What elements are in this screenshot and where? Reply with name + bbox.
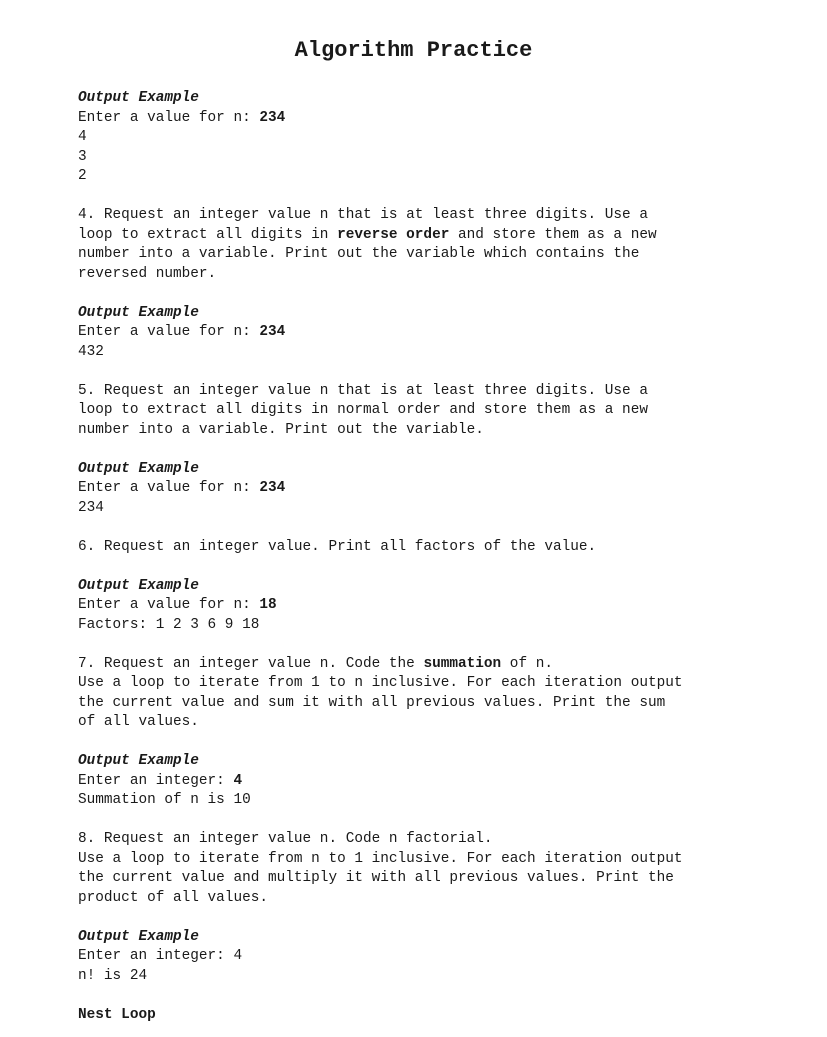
text-run: and store them as a new <box>449 226 657 243</box>
example-input-line: Enter an integer: 4 <box>78 948 243 964</box>
example-output-line: 4 <box>78 129 87 145</box>
example-output-line: 432 <box>78 343 104 360</box>
question-5 <box>78 382 798 441</box>
output-example-heading: Output Example <box>78 90 199 106</box>
example-prompt: Enter a value for n: <box>78 109 260 126</box>
example-output-line: 234 <box>78 499 104 516</box>
text-run: loop to extract all digits in <box>78 226 338 243</box>
example-user-input: 234 <box>259 480 286 496</box>
example-block-7 <box>78 752 798 811</box>
example-prompt: Enter a value for n: <box>78 597 260 613</box>
example-user-input: 4 <box>233 772 243 789</box>
question-text: product of all values. <box>78 889 268 906</box>
example-input-line <box>78 109 798 129</box>
output-example-heading: Output Example <box>78 753 199 769</box>
example-input-line <box>78 772 798 792</box>
question-4 <box>78 206 798 284</box>
question-text: 8. Request an integer value n. Code n factorial. <box>78 831 493 847</box>
question-text <box>78 655 798 675</box>
question-text: number into a variable. Print out the variable which contains the <box>78 246 640 262</box>
page-title: Algorithm Practice <box>294 38 533 63</box>
example-input-line <box>78 596 798 616</box>
output-example-heading: Output Example <box>78 460 199 477</box>
section-heading-nest-loop: Nest Loop <box>78 1006 156 1023</box>
question-text: 4. Request an integer value n that is at least three digits. Use a <box>78 207 648 223</box>
question-7 <box>78 655 798 733</box>
example-prompt: Enter a value for n: <box>78 480 260 496</box>
question-text: number into a variable. Print out the variable. <box>78 421 484 438</box>
example-output-line: 2 <box>78 168 87 184</box>
question-6 <box>78 538 798 558</box>
question-text: the current value and multiply it with all previous values. Print the <box>78 870 674 886</box>
question-text: 5. Request an integer value n that is at least three digits. Use a <box>78 382 648 399</box>
example-output-line: Factors: 1 2 3 6 9 18 <box>78 616 260 633</box>
emphasis-text: reverse order <box>337 226 450 243</box>
text-run: of n. <box>501 655 553 672</box>
example-user-input: 18 <box>259 597 277 613</box>
question-text <box>78 226 798 246</box>
example-block-8 <box>78 928 798 987</box>
example-block-3 <box>78 89 798 187</box>
example-user-input: 234 <box>259 324 286 340</box>
question-8 <box>78 830 798 908</box>
question-text: Use a loop to iterate from n to 1 inclusive. For each iteration output <box>78 850 683 867</box>
emphasis-text: summation <box>423 655 502 672</box>
example-input-line <box>78 323 798 343</box>
example-output-line: 3 <box>78 148 87 165</box>
example-prompt: Enter an integer: <box>78 772 234 789</box>
output-example-heading: Output Example <box>78 577 199 594</box>
question-text: the current value and sum it with all previous values. Print the sum <box>78 694 666 711</box>
output-example-heading: Output Example <box>78 928 199 945</box>
example-block-5 <box>78 460 798 519</box>
example-user-input: 234 <box>259 109 286 126</box>
example-block-6 <box>78 577 798 636</box>
example-block-4 <box>78 304 798 363</box>
output-example-heading: Output Example <box>78 304 199 321</box>
question-text: Use a loop to iterate from 1 to n inclusive. For each iteration output <box>78 675 683 691</box>
document-content <box>78 89 798 1025</box>
example-input-line <box>78 479 798 499</box>
example-output-line: Summation of n is 10 <box>78 792 251 808</box>
question-text: of all values. <box>78 714 199 730</box>
example-prompt: Enter a value for n: <box>78 324 260 340</box>
text-run: 7. Request an integer value n. Code the <box>78 655 424 672</box>
example-output-line: n! is 24 <box>78 967 148 984</box>
question-text: loop to extract all digits in normal order and store them as a new <box>78 402 648 418</box>
question-text: 6. Request an integer value. Print all factors of the value. <box>78 538 597 555</box>
question-text: reversed number. <box>78 265 217 282</box>
